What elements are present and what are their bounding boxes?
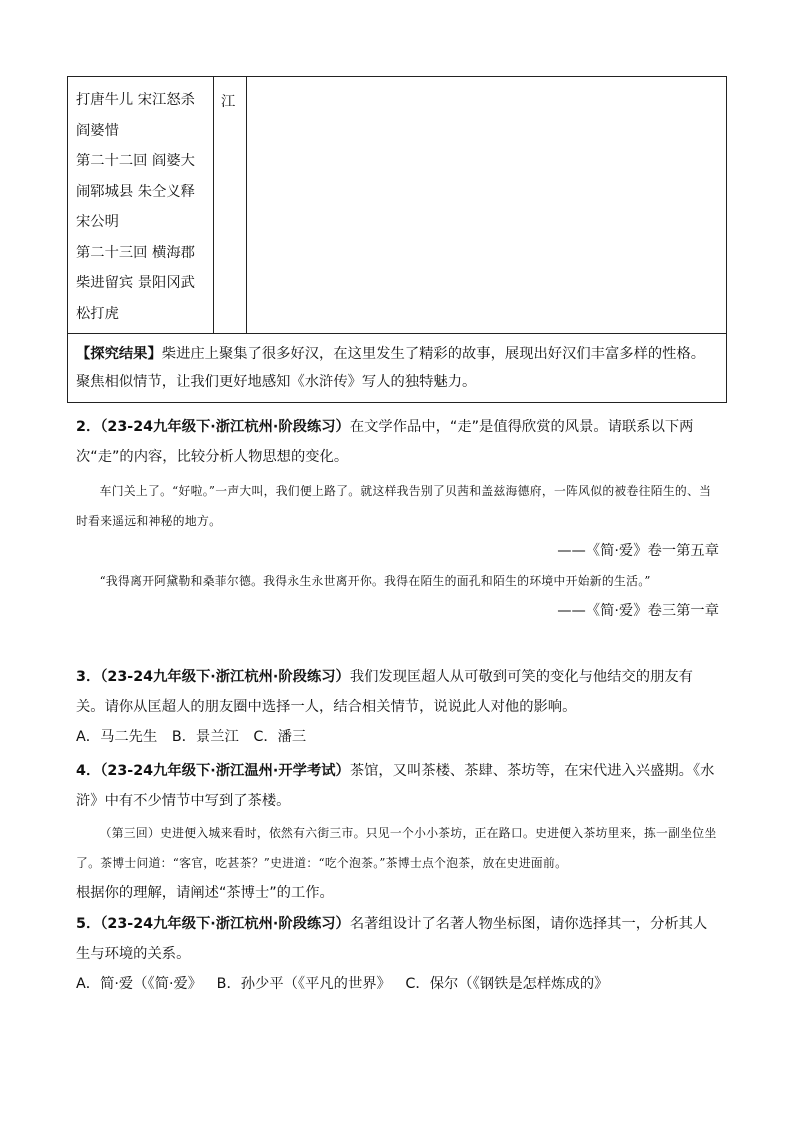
question-2-source-1: ——《简·爱》卷一第五章 [557, 543, 719, 559]
question-4-body: 茶馆，又叫茶楼、茶肆、茶坊等，在宋代进入兴盛期。《水浒》中有不少情节中写到了茶楼。 [76, 763, 715, 809]
result-label: 【探究结果】 [76, 346, 162, 362]
option-a: A．简·爱（《简·爱》 [76, 976, 203, 992]
result-text: 柴进庄上聚集了很多好汉，在这里发生了精彩的故事，展现出好汉们丰富多样的性格。聚焦相似情节，让我们更好地感知《水浒传》写人的独特魅力。 [76, 346, 706, 390]
option-b: B．景兰江 [171, 729, 239, 745]
chapter-line: 松打虎 [76, 305, 119, 322]
option-b: B．孙少平（《平凡的世界》 [216, 976, 391, 992]
option-a: A．马二先生 [76, 729, 158, 745]
question-4-prompt: 根据你的理解，请阐述“茶博士”的工作。 [76, 885, 334, 901]
chapter-line: 宋公明 [76, 214, 119, 230]
question-3-heading: 3．（23-24九年级下·浙江杭州·阶段练习） [76, 669, 350, 685]
character-name: 江 [221, 94, 236, 110]
question-2-quote-2: “我得离开阿黛勒和桑菲尔德。我得永生永世离开你。我得在陌生的面孔和陌生的环境中开始新的生活。” [99, 574, 651, 588]
table-row [68, 77, 727, 334]
chapter-cell [68, 77, 214, 334]
table-row [68, 334, 727, 403]
question-2 [76, 412, 721, 626]
question-3 [76, 662, 721, 752]
chapter-line: 第二十三回 横海郡 [76, 244, 195, 261]
question-3-body: 我们发现匡超人从可敬到可笑的变化与他结交的朋友有关。请你从匡超人的朋友圈中选择一人，结合相关情节，说说此人对他的影响。 [76, 669, 693, 715]
question-5-body: 名著组设计了名著人物坐标图，请你选择其一，分析其人生与环境的关系。 [76, 916, 708, 962]
chapter-line: 第二十二回 阎婆大 [76, 153, 195, 169]
chapter-line: 柴进留宾 景阳冈武 [76, 275, 195, 291]
research-table [67, 76, 727, 403]
option-c: C．保尔（《钢铁是怎样炼成的》 [405, 976, 609, 992]
chapter-line: 阎婆惜 [76, 122, 119, 139]
question-2-source-2: ——《简·爱》卷三第一章 [557, 603, 719, 619]
question-5 [76, 909, 721, 999]
chapter-line: 闹郓城县 朱仝义释 [76, 183, 195, 200]
analysis-cell [247, 77, 727, 334]
chapter-line: 打唐牛儿 宋江怒杀 [76, 92, 195, 108]
question-3-options [76, 722, 721, 752]
question-2-heading: 2．（23-24九年级下·浙江杭州·阶段练习） [76, 419, 350, 435]
question-2-body: 在文学作品中，“走”是值得欣赏的风景。请联系以下两次“走”的内容，比较分析人物思想的变化。 [76, 419, 694, 465]
question-4 [76, 756, 721, 908]
question-2-quote-1: 车门关上了。“好啦。”一声大叫，我们便上路了。就这样我告别了贝茜和盖兹海德府，一阵风似的被卷往陌生的、当时看来遥远和神秘的地方。 [76, 484, 712, 528]
option-c: C．潘三 [253, 729, 307, 745]
question-5-heading: 5．（23-24九年级下·浙江杭州·阶段练习） [76, 916, 350, 932]
character-cell [214, 77, 247, 334]
question-4-quote: （第三回）史进便入城来看时，依然有六街三市。只见一个小小茶坊，正在路口。史进便入茶坊里来，拣一副坐位坐了。茶博士问道：“客官，吃甚茶？”史进道：“吃个泡茶。”茶博士点个泡茶，放在史进面前。 [76, 826, 717, 870]
result-cell [68, 334, 727, 403]
question-4-heading: 4．（23-24九年级下·浙江温州·开学考试） [76, 763, 350, 779]
question-5-options [76, 969, 721, 999]
